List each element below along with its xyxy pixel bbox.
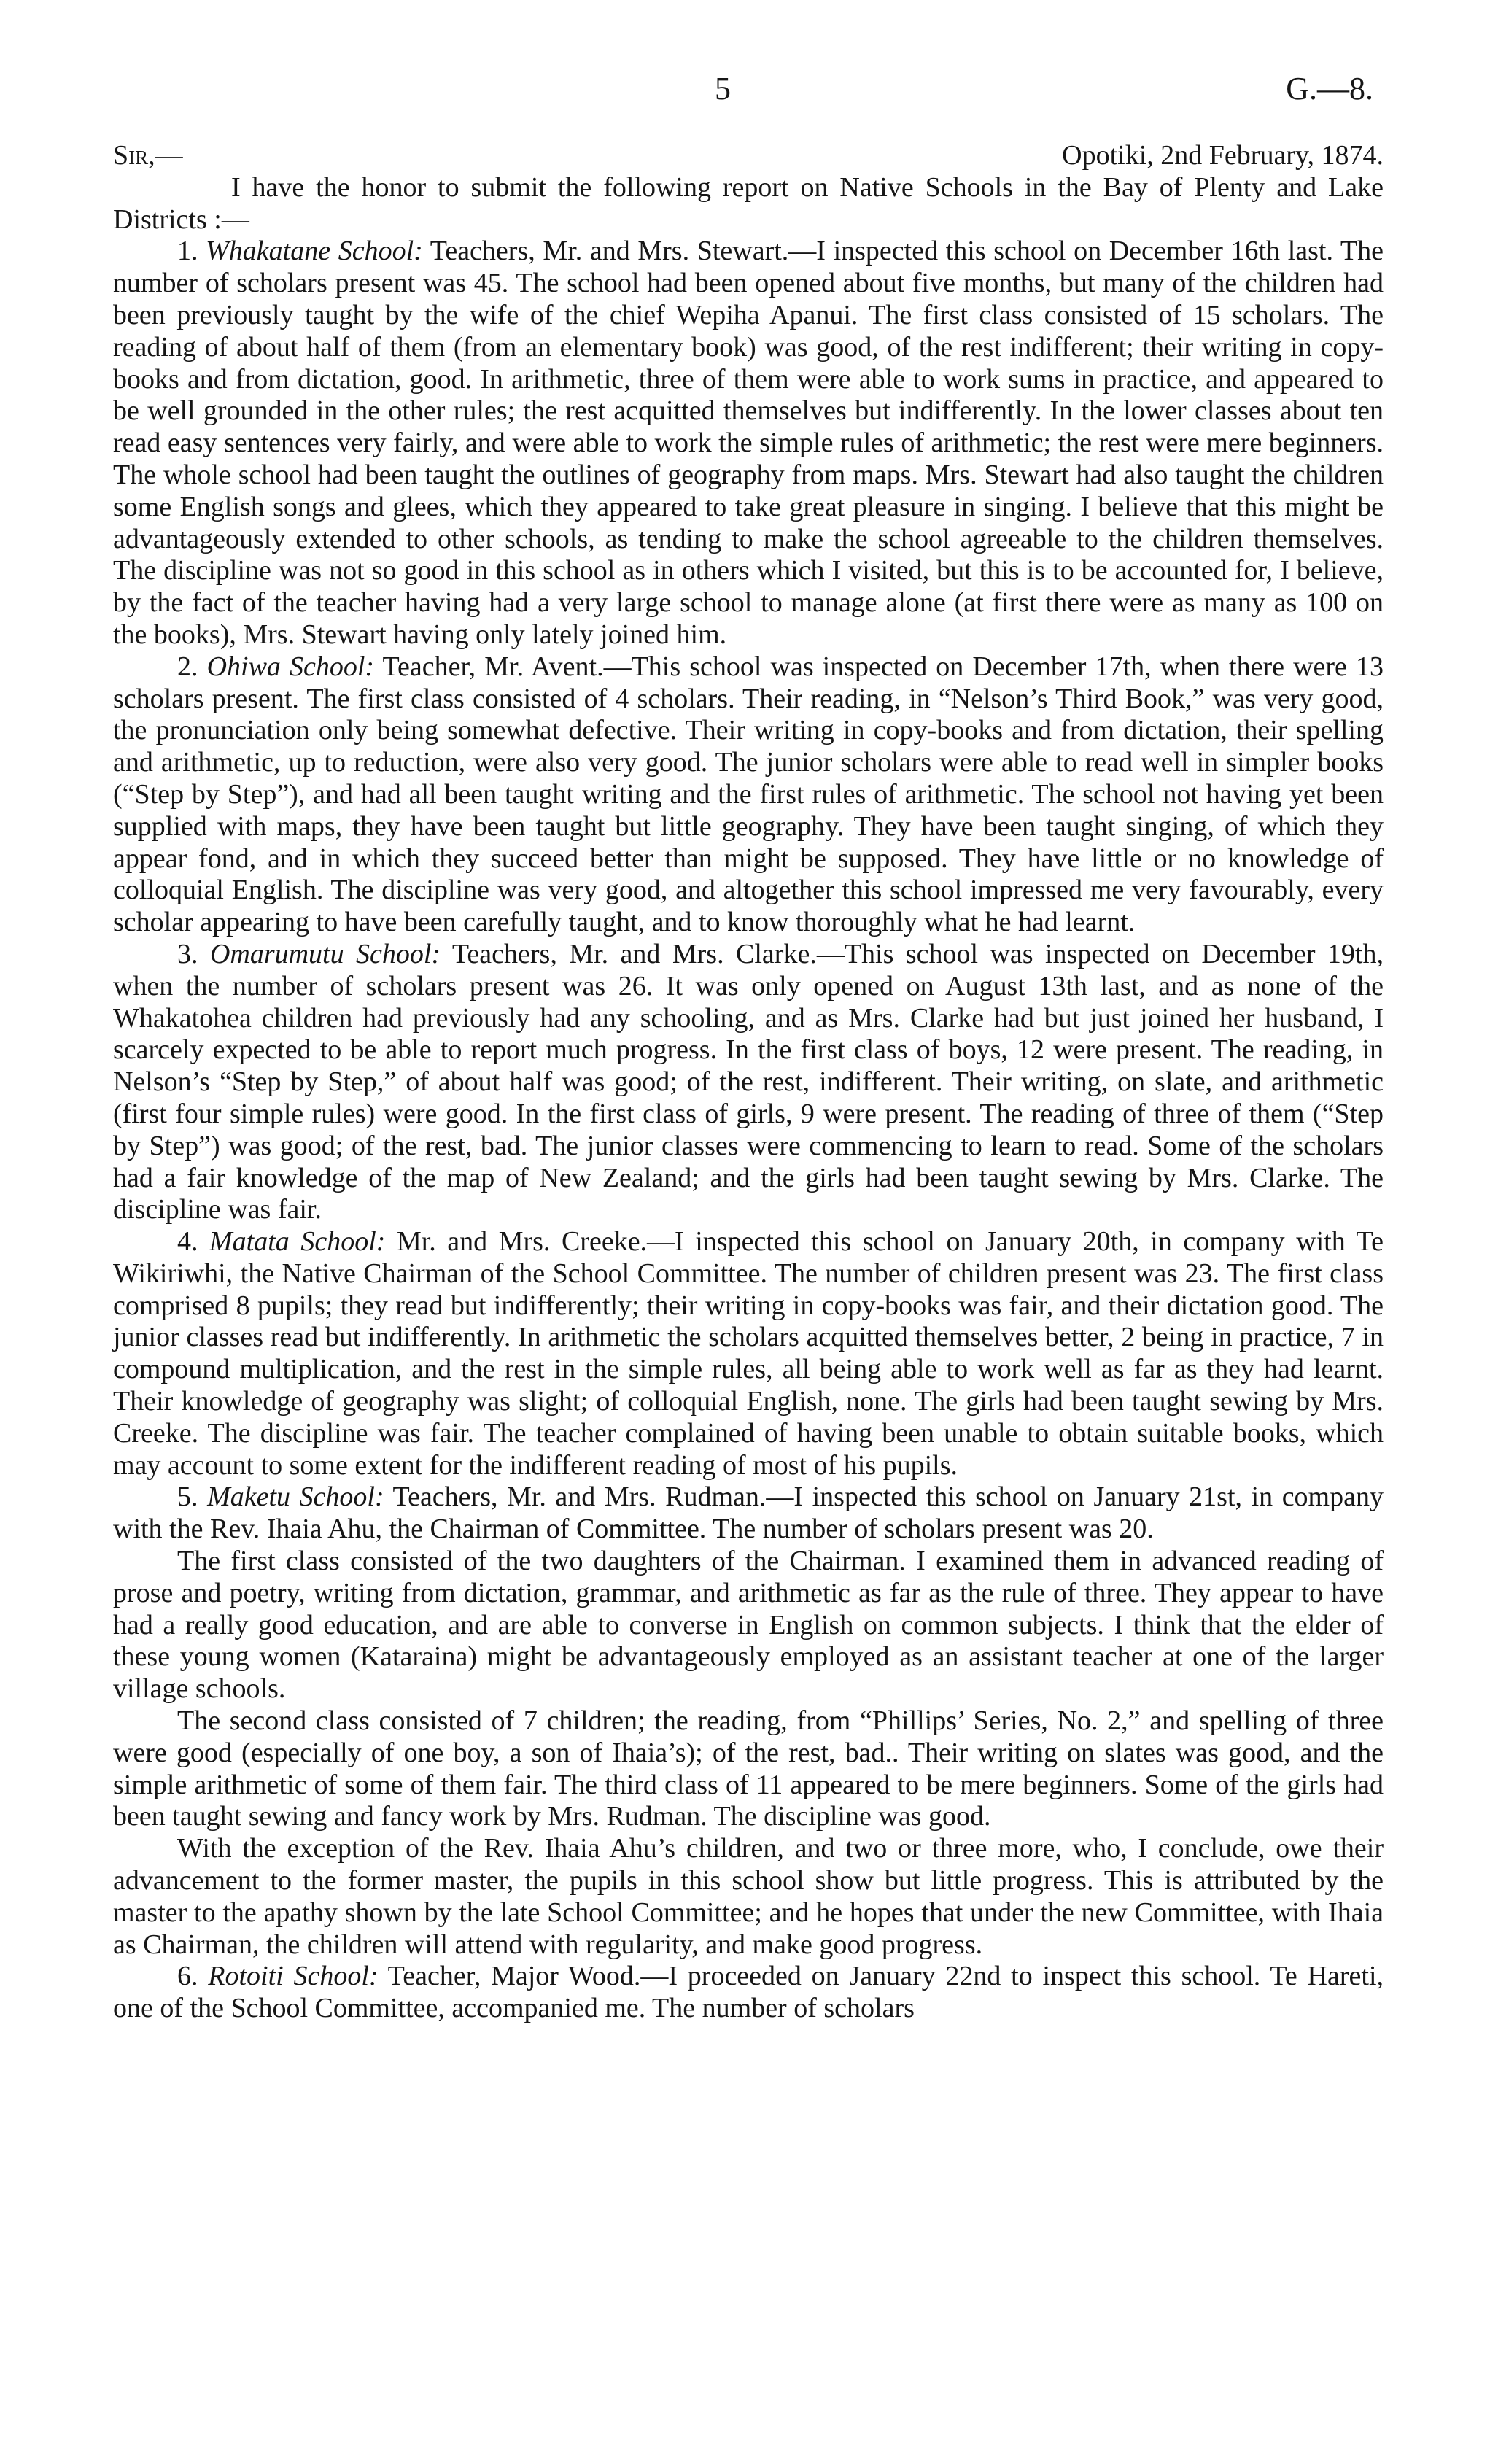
school-number: 1. (177, 236, 198, 267)
page-number: 5 (715, 71, 731, 106)
school-number: 5. (177, 1481, 198, 1513)
school-number: 3. (177, 938, 198, 969)
school-report: Teacher, Major Wood.—I proceeded on January 22nd to inspect this school. Te Hareti, one of the School Committee, accompanied me. The number of scholars (113, 1961, 1384, 2024)
school-paragraph-ohiwa (113, 651, 1384, 939)
place-date: Opotiki, 2nd February, 1874. (1062, 140, 1384, 171)
maketu-second-class-paragraph: The second class consisted of 7 children; the reading, from “Phillips’ Series, No. 2,” and spelling of three were good (especially of one boy, a son of Ihaia’s); of the rest, bad.. Their writing on slates was good, and the simple arithmetic of some of them fair. The third class of 11 appeared to be mere beginners. Some of the girls had been taught sewing and fancy work by Mrs. Rudman. The discipline was good. (113, 1705, 1384, 1832)
school-report: Teachers, Mr. and Mrs. Stewart.—I inspected this school on December 16th last. The number of scholars present was 45. The school had been opened about five months, but many of the children had been previously taught by the wife of the chief Wepiha Apanui. The first class consisted of 15 scholars. The reading of about half of them (from an elementary book) was good, of the rest indifferent; their writing in copy-books and from dictation, good. In arithmetic, three of them were able to work sums in practice, and appeared to be well grounded in the other rules; the rest acquitted themselves but indifferently. In the lower classes about ten read easy sentences very fairly, and were able to work the simple rules of arithmetic; the rest were mere beginners. The whole school had been taught the outlines of geography from maps. Mrs. Stewart had also taught the children some English songs and glees, which they appeared to take great pleasure in singing. I believe that this might be advantageously extended to other schools, as tending to make the school agreeable to the children themselves. The discipline was not so good in this school as in others which I visited, but this is to be accounted for, I believe, by the fact of the teacher having had a very large school to manage alone (at first there were as many as 100 on the books), Mrs. Stewart having only lately joined him. (113, 236, 1384, 650)
school-name: Ohiwa School: (206, 651, 375, 682)
school-report: Teachers, Mr. and Mrs. Rudman.—I inspected this school on January 21st, in company with the Rev. Ihaia Ahu, the Chairman of Committee. The number of scholars present was 20. (113, 1481, 1384, 1545)
school-paragraph-omarumutu (113, 939, 1384, 1226)
school-paragraph-maketu (113, 1481, 1384, 1546)
maketu-progress-paragraph: With the exception of the Rev. Ihaia Ahu’s children, and two or three more, who, I conclude, owe their advancement to the former master, the pupils in this school show but little progress. This is attributed by the master to the apathy shown by the late School Committee; and he hopes that under the new Committee, with Ihaia as Chairman, the children will attend with regularity, and make good progress. (113, 1833, 1384, 1960)
school-name: Matata School: (209, 1226, 386, 1258)
document-code: G.—8. (1286, 71, 1373, 106)
maketu-first-class-paragraph: The first class consisted of the two daughters of the Chairman. I examined them in advanced reading of prose and poetry, writing from dictation, grammar, and arithmetic as far as the rule of three. They appear to have had a really good education, and are able to converse in English on common subjects. I think that the elder of these young women (Kataraina) might be advantageously employed as an assistant teacher at one of the larger village schools. (113, 1546, 1384, 1705)
intro-paragraph: I have the honor to submit the following report on Native Schools in the Bay of Plenty and Lake Districts :— (113, 171, 1384, 235)
school-name: Rotoiti School: (208, 1961, 379, 1992)
school-name: Maketu School: (207, 1481, 384, 1513)
letter-opening (113, 140, 1384, 172)
salutation: Sir,— (113, 140, 183, 171)
school-number: 6. (177, 1961, 198, 1992)
school-paragraph-whakatane (113, 236, 1384, 651)
school-number: 2. (177, 651, 198, 682)
school-paragraph-matata (113, 1226, 1384, 1481)
school-report: Teacher, Mr. Avent.—This school was inspected on December 17th, when there were 13 scholars present. The first class consisted of 4 scholars. Their reading, in “Nelson’s Third Book,” was very good, the pronunciation only being somewhat defective. Their writing in copy-books and from dictation, their spelling and arithmetic, up to reduction, were also very good. The junior scholars were able to read well in simpler books (“Step by Step”), and had all been taught writing and the first rules of arithmetic. The school not having yet been supplied with maps, they have been taught but little geography. They have been taught singing, of which they appear fond, and in which they succeed better than might be supposed. They have little or no knowledge of colloquial English. The discipline was very good, and altogether this school impressed me very favourably, every scholar appearing to have been carefully taught, and to know thoroughly what he had learnt. (113, 651, 1384, 938)
school-report: Mr. and Mrs. Creeke.—I inspected this school on January 20th, in company with Te Wikiriwhi, the Native Chairman of the School Committee. The number of children present was 23. The first class comprised 8 pupils; they read but indifferently; their writing in copy-books was fair, and their dictation good. The junior classes read but indifferently. In arithmetic the scholars acquitted themselves better, 2 being in practice, 7 in compound multiplication, and the rest in the simple rules, all being able to work well as far as they had learnt. Their knowledge of geography was slight; of colloquial English, none. The girls had been taught sewing by Mrs. Creeke. The discipline was fair. The teacher complained of having been unable to obtain suitable books, which may account to some extent for the indifferent reading of most of his pupils. (113, 1226, 1384, 1481)
school-number: 4. (177, 1226, 198, 1258)
school-report: Teachers, Mr. and Mrs. Clarke.—This school was inspected on December 19th, when the number of scholars present was 26. It was only opened on August 13th last, and as none of the Whakatohea children had previously had any schooling, and as Mrs. Clarke had but just joined her husband, I scarcely expected to be able to report much progress. In the first class of boys, 12 were present. The reading, in Nelson’s “Step by Step,” of about half was good; of the rest, indifferent. Their writing, on slate, and arithmetic (first four simple rules) were good. In the first class of girls, 9 were present. The reading of three of them (“Step by Step”) was good; of the rest, bad. The junior classes were commencing to learn to read. Some of the scholars had a fair knowledge of the map of New Zealand; and the girls had been taught sewing by Mrs. Clarke. The discipline was fair. (113, 938, 1384, 1225)
school-name: Whakatane School: (206, 236, 423, 267)
school-paragraph-rotoiti (113, 1961, 1384, 2025)
report-body (113, 140, 1384, 2025)
school-name: Omarumutu School: (209, 938, 441, 969)
